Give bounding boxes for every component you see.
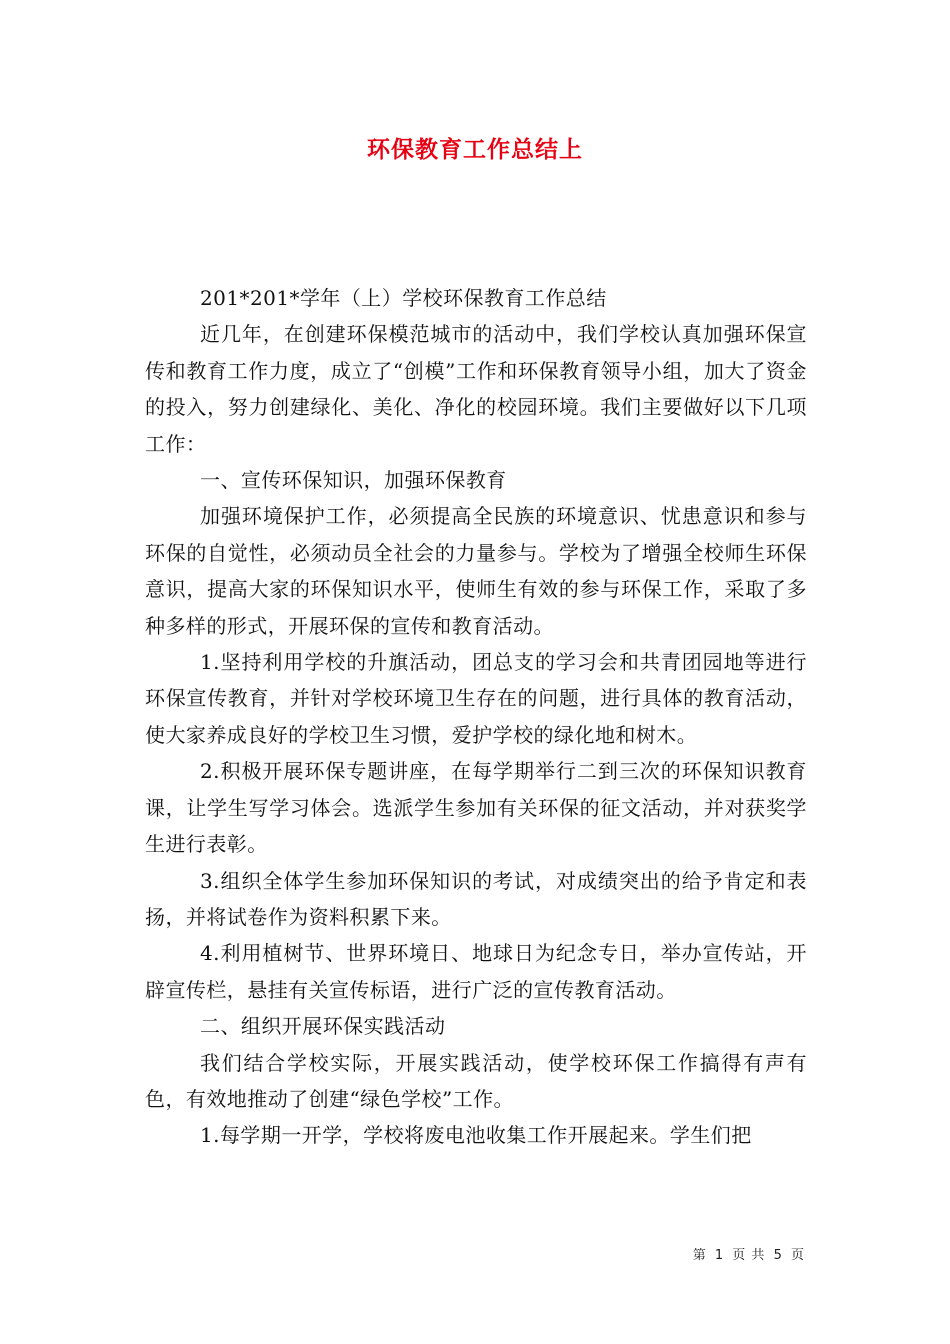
paragraph-item-1-4: 4.利用植树节、世界环境日、地球日为纪念专日，举办宣传站，开辟宣传栏，悬挂有关宣传标语，进行广泛的宣传教育活动。 — [145, 941, 807, 1002]
page-number-footer — [693, 1244, 805, 1263]
paragraph-intro: 近几年，在创建环保模范城市的活动中，我们学校认真加强环保宣传和教育工作力度，成立了“创模”工作和环保教育领导小组，加大了资金的投入，努力创建绿化、美化、净化的校园环境。我们主要做好以下几项工作： — [145, 322, 807, 456]
section-heading-1: 一、宣传环保知识，加强环保教育 — [200, 468, 507, 493]
footer-prefix: 第 — [692, 1248, 707, 1263]
total-pages-number: 5 — [773, 1248, 783, 1263]
document-body — [145, 280, 807, 1154]
paragraph-item-2-1: 1.每学期一开学，学校将废电池收集工作开展起来。学生们把 — [200, 1123, 752, 1148]
paragraph-item-1-3: 3.组织全体学生参加环保知识的考试，对成绩突出的给予肯定和表扬，并将试卷作为资料积累下来。 — [145, 868, 807, 929]
footer-middle: 页 共 — [732, 1248, 766, 1263]
paragraph-subtitle: 201*201*学年（上）学校环保教育工作总结 — [200, 286, 607, 310]
current-page-number: 1 — [714, 1248, 725, 1263]
section-heading-2: 二、组织开展环保实践活动 — [200, 1014, 446, 1039]
paragraph-item-1-1: 1.坚持利用学校的升旗活动，团总支的学习会和共青团园地等进行环保宣传教育，并针对学校环境卫生存在的问题，进行具体的教育活动，使大家养成良好的学校卫生习惯，爱护学校的绿化地和树木。 — [145, 650, 807, 747]
paragraph-item-1-2: 2.积极开展环保专题讲座，在每学期举行二到三次的环保知识教育课，让学生写学习体会。选派学生参加有关环保的征文活动，并对获奖学生进行表彰。 — [145, 759, 807, 857]
footer-suffix: 页 — [790, 1248, 805, 1263]
paragraph-section-2-intro: 我们结合学校实际，开展实践活动，使学校环保工作搞得有声有色，有效地推动了创建“绿色学校”工作。 — [145, 1050, 807, 1111]
paragraph-section-1-intro: 加强环境保护工作，必须提高全民族的环境意识、忧患意识和参与环保的自觉性，必须动员全社会的力量参与。学校为了增强全校师生环保意识，提高大家的环保知识水平，使师生有效的参与环保工作，采取了多种多样的形式，开展环保的宣传和教育活动。 — [145, 504, 807, 638]
document-title: 环保教育工作总结上 — [367, 137, 583, 163]
